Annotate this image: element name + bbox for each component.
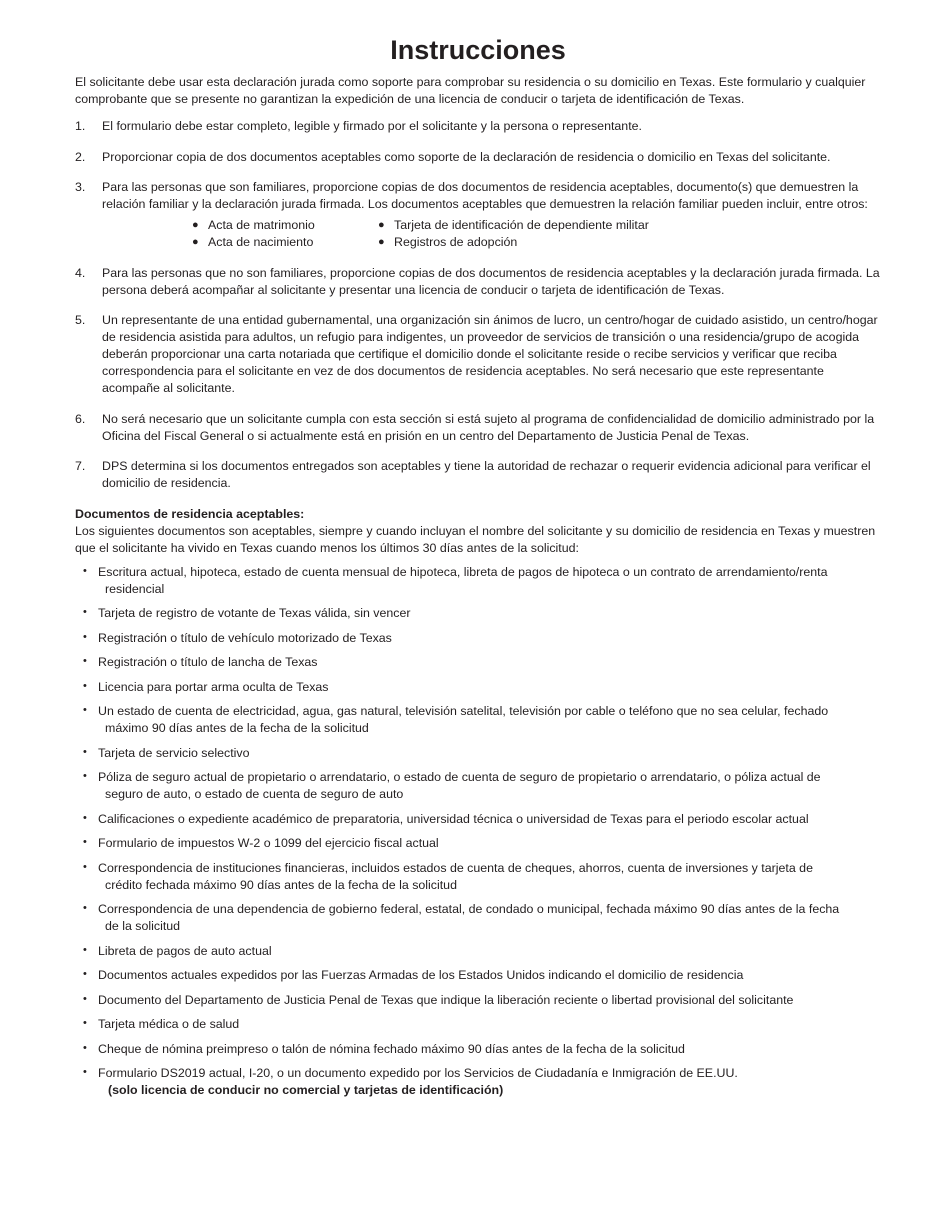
bullet-icon: •	[83, 836, 87, 848]
family-document-label: Acta de matrimonio	[208, 218, 315, 232]
bullet-icon: •	[83, 1041, 87, 1054]
document-text: Documentos actuales expedidos por las Fuerzas Armadas de los Estados Unidos indicando el domicilio de residencia	[98, 968, 744, 982]
document-text: Escritura actual, hipoteca, estado de cuenta mensual de hipoteca, libreta de pagos de hipoteca o un contrato de arrendamiento/renta	[98, 564, 828, 579]
bullet-icon: •	[83, 860, 87, 873]
bullet-icon: •	[83, 704, 87, 716]
bullet-icon: •	[83, 630, 87, 643]
bullet-icon: •	[83, 679, 87, 692]
bullet-icon: •	[83, 655, 87, 667]
family-document-item	[192, 217, 378, 234]
step-item	[75, 411, 881, 445]
document-text: Correspondencia de una dependencia de gobierno federal, estatal, de condado o municipal, fechada máximo 90 días antes de la fecha	[98, 902, 840, 916]
instruction-steps	[75, 118, 881, 492]
bullet-icon: •	[83, 902, 87, 914]
step-number: 6.	[75, 411, 86, 426]
family-document-item	[378, 234, 649, 251]
document-list-item	[75, 992, 881, 1009]
document-text-continued: residencial	[105, 581, 165, 596]
step-item	[75, 312, 881, 397]
intro-paragraph: El solicitante debe usar esta declaración jurada como soporte para comprobar su residencia o su domicilio en Texas. Este formulario y cualquier comprobante que se presente no garantizan la expedición de una licencia de conducir o tarjeta de identificación de Texas.	[75, 75, 866, 106]
step-number: 7.	[75, 459, 86, 473]
bullet-icon: •	[83, 770, 87, 782]
document-list-item	[75, 605, 881, 622]
bullet-icon: ●	[378, 219, 385, 231]
step-item	[75, 118, 881, 135]
document-text: Documento del Departamento de Justicia Penal de Texas que indique la liberación reciente o libertad provisional del solicitante	[98, 992, 794, 1007]
family-document-item	[192, 234, 378, 251]
step-text: No será necesario que un solicitante cumpla con esta sección si está sujeto al programa de confidencialidad de domicilio administrado por la Oficina del Fiscal General o si actualmente está en prisión en un centro del Departamento de Justicia Penal de Texas.	[102, 411, 875, 443]
bullet-icon: •	[83, 992, 87, 1005]
document-text: Un estado de cuenta de electricidad, agua, gas natural, televisión satelital, televisión por cable o teléfono que no sea celular, fechado	[98, 704, 829, 718]
document-list-item	[75, 835, 881, 852]
document-text: Tarjeta de servicio selectivo	[98, 745, 250, 760]
document-text: Correspondencia de instituciones financieras, incluidos estados de cuenta de cheques, ahorros, cuenta de inversiones y tarjeta de	[98, 860, 813, 875]
document-text-continued: crédito fechada máximo 90 días antes de la fecha de la solicitud	[105, 877, 457, 892]
bullet-icon: •	[83, 943, 87, 956]
step-text: Un representante de una entidad gubernamental, una organización sin ánimos de lucro, un centro/hogar de cuidado asistido, un centro/hogar de residencia asistida para adultos, un refugio para indigentes, un proveedor de servicios de transición o una residencia/grupo de acogida deberán proporcionar una carta notariada que certifique el domicilio donde el solicitante reside o recibe servicios y verificar que reciba correspondencia para el solicitante en vez de dos documentos de residencia aceptables. No será necesario que este representante acompañe al solicitante.	[102, 313, 878, 395]
document-text: Cheque de nómina preimpreso o talón de nómina fechado máximo 90 días antes de la fecha de la solicitud	[98, 1041, 685, 1056]
document-list-item	[75, 967, 881, 984]
document-list-item	[75, 769, 881, 803]
document-text-continued: de la solicitud	[105, 919, 181, 933]
document-list-item	[75, 860, 881, 894]
bullet-icon: •	[83, 564, 87, 577]
document-list-item	[75, 654, 881, 671]
document-list-item	[75, 943, 881, 960]
document-text: Calificaciones o expediente académico de preparatoria, universidad técnica o universidad de Texas para el periodo escolar actual	[98, 811, 809, 826]
acceptable-documents-intro: Los siguientes documentos son aceptables, siempre y cuando incluyan el nombre del solicitante y su domicilio de residencia en Texas y muestren que el solicitante ha vivido en Texas cuando menos los últimos 30 días antes de la solicitud:	[75, 523, 876, 555]
document-text: Registración o título de lancha de Texas	[98, 655, 318, 669]
document-text: Registración o título de vehículo motorizado de Texas	[98, 630, 392, 645]
step-item	[75, 265, 881, 299]
document-list-item	[75, 1065, 881, 1099]
document-list-item	[75, 1041, 881, 1058]
acceptable-documents-heading: Documentos de residencia aceptables:	[75, 506, 305, 521]
document-text: Póliza de seguro actual de propietario o arrendatario, o estado de cuenta de seguro de propietario o arrendatario, o póliza actual de	[98, 770, 821, 784]
family-documents-column	[192, 217, 378, 251]
document-note: (solo licencia de conducir no comercial y tarjetas de identificación)	[108, 1083, 504, 1097]
document-text: Tarjeta médica o de salud	[98, 1017, 240, 1031]
document-list-item	[75, 630, 881, 647]
step-text: Para las personas que son familiares, proporcione copias de dos documentos de residencia aceptables, documento(s) que demuestren la relación familiar y la declaración jurada firmada. Los documentos aceptables que demuestren la relación familiar pueden incluir, entre otros:	[102, 180, 868, 211]
family-document-label: Tarjeta de identificación de dependiente militar	[394, 218, 649, 232]
family-document-item	[378, 217, 649, 234]
step-text: Proporcionar copia de dos documentos aceptables como soporte de la declaración de residencia o domicilio en Texas del solicitante.	[102, 149, 831, 164]
family-document-label: Registros de adopción	[394, 235, 518, 249]
step-text: El formulario debe estar completo, legible y firmado por el solicitante y la persona o representante.	[102, 119, 642, 133]
document-list-item	[75, 745, 881, 762]
document-list-item	[75, 901, 881, 935]
step-number: 3.	[75, 180, 86, 194]
document-list-item	[75, 679, 881, 696]
document-text: Formulario de impuestos W-2 o 1099 del ejercicio fiscal actual	[98, 836, 439, 850]
step-number: 5.	[75, 313, 86, 327]
bullet-icon: •	[83, 606, 87, 618]
bullet-icon: ●	[192, 236, 199, 248]
acceptable-documents-list	[75, 564, 881, 1100]
document-list-item	[75, 703, 881, 737]
bullet-icon: •	[83, 811, 87, 824]
family-documents-column	[378, 217, 649, 251]
bullet-icon: •	[83, 1066, 87, 1078]
bullet-icon: •	[83, 1017, 87, 1029]
step-item	[75, 458, 881, 492]
family-documents-list	[192, 217, 881, 251]
family-document-label: Acta de nacimiento	[208, 235, 314, 249]
document-list-item	[75, 811, 881, 828]
step-number: 2.	[75, 149, 86, 164]
document-list-item	[75, 1016, 881, 1033]
step-number: 4.	[75, 265, 86, 280]
bullet-icon: •	[83, 968, 87, 980]
page-title: Instrucciones	[390, 35, 566, 65]
document-text-continued: seguro de auto, o estado de cuenta de seguro de auto	[105, 787, 404, 801]
document-list-item	[75, 564, 881, 598]
document-text: Libreta de pagos de auto actual	[98, 943, 272, 958]
step-item	[75, 179, 881, 251]
document-text-continued: máximo 90 días antes de la fecha de la solicitud	[105, 721, 369, 735]
bullet-icon: ●	[192, 219, 199, 231]
instructions-page	[75, 33, 881, 1107]
document-text: Tarjeta de registro de votante de Texas válida, sin vencer	[98, 606, 411, 620]
step-item	[75, 149, 881, 166]
bullet-icon: ●	[378, 236, 385, 248]
step-number: 1.	[75, 119, 86, 133]
step-text: Para las personas que no son familiares, proporcione copias de dos documentos de residencia aceptables y la declaración jurada firmada. La persona deberá acompañar al solicitante y presentar una licencia de conducir o tarjeta de identificación de Texas.	[102, 265, 880, 297]
bullet-icon: •	[83, 745, 87, 758]
document-text: Formulario DS2019 actual, I-20, o un documento expedido por los Servicios de Ciudadanía e Inmigración de EE.UU.	[98, 1066, 738, 1080]
document-text: Licencia para portar arma oculta de Texas	[98, 679, 329, 694]
step-text: DPS determina si los documentos entregados son aceptables y tiene la autoridad de rechazar o requerir evidencia adicional para verificar el domicilio de residencia.	[102, 459, 871, 490]
